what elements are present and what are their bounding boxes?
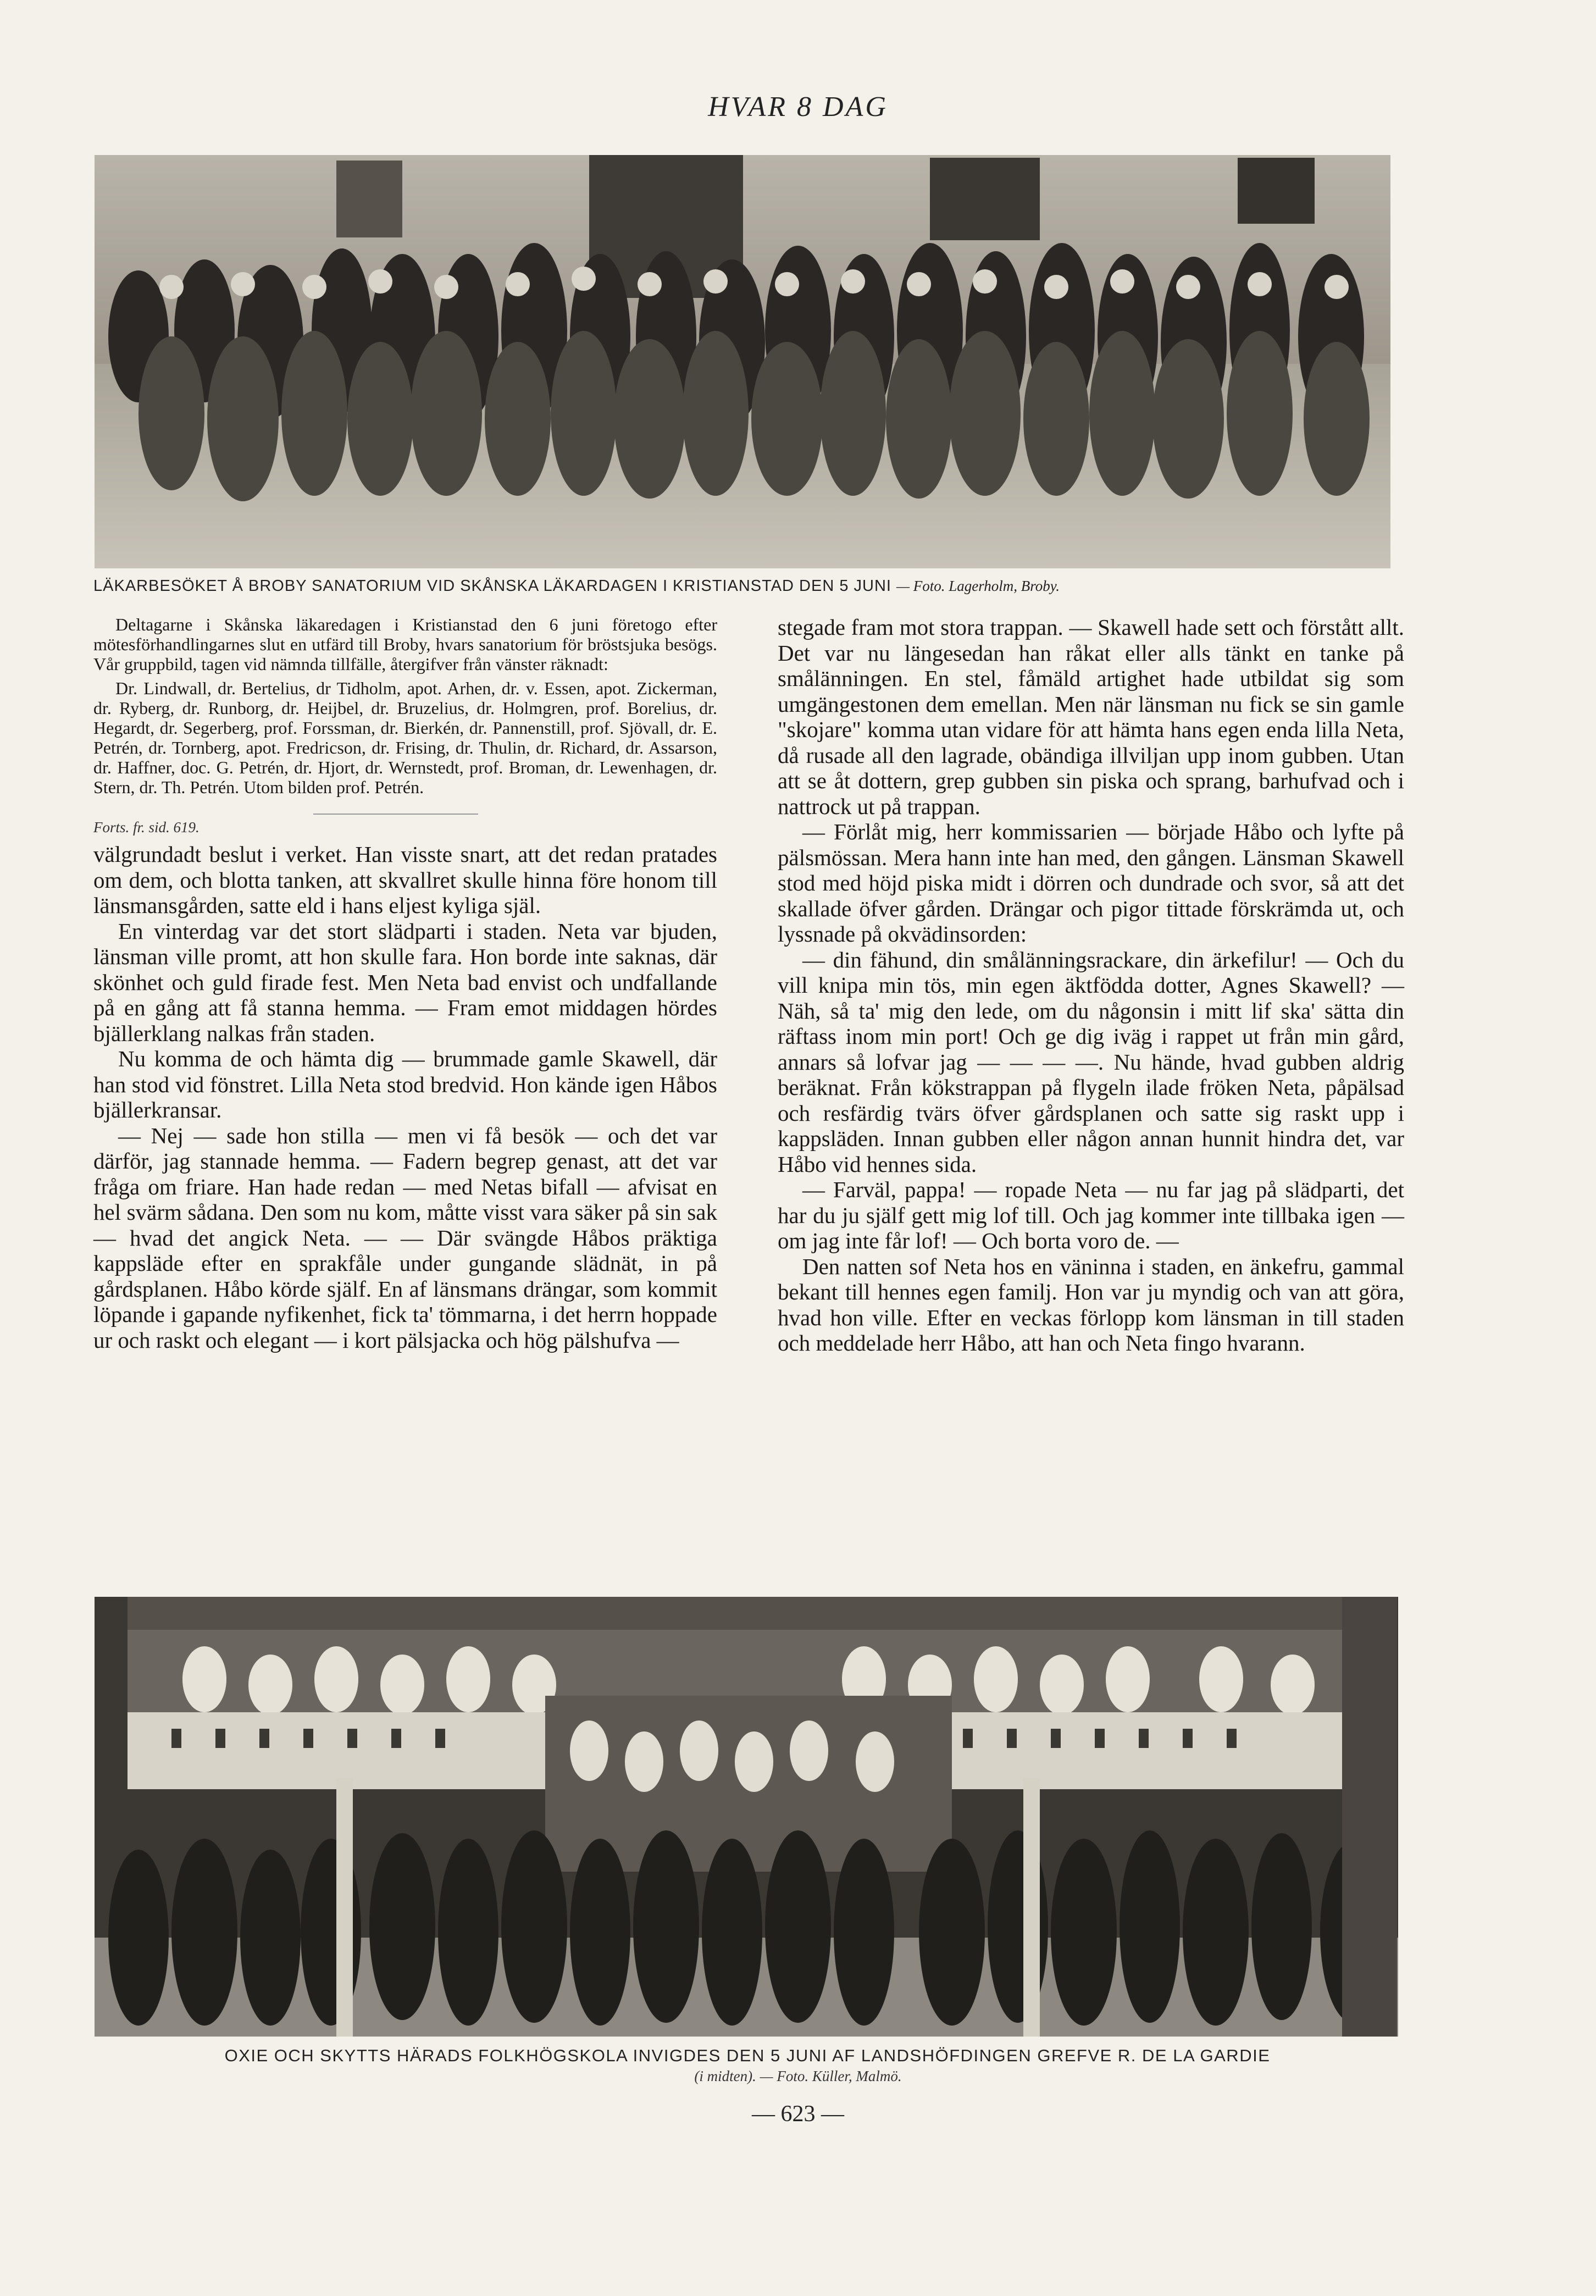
top-photo-image (95, 155, 1390, 568)
photo-description-intro: Deltagarne i Skånska läkaredagen i Kristianstad den 6 juni företogo efter mötesförhandlingarnes slut en utfärd till Broby, hvars sanatorium för bröstsjuka besögs. Vår gruppbild, tagen vid nämnda tillfälle, återgifver från vänster räknadt: (93, 615, 717, 674)
page-header: HVAR 8 DAG (708, 91, 888, 123)
bottom-group-photo (95, 1597, 1398, 2037)
photo-description-names: Dr. Lindwall, dr. Bertelius, dr Tidholm, apot. Arhen, dr. v. Essen, apot. Zickerman, dr. Ryberg, dr. Runborg, dr. Heijbel, dr. Bruzelius, dr. Holmgren, prof. Borelius, dr. Hegardt, dr. Segerberg, prof. Forssman, dr. Bierkén, dr. Pannenstill, prof. Sjövall, dr. E. Petrén, dr. Tornberg, apot. Fredricson, dr. Frising, dr. Thulin, dr. Richard, dr. Assarson, dr. Haffner, doc. G. Petrén, dr. Hjort, dr. Wernstedt, prof. Broman, dr. Lewenhagen, dr. Stern, dr. Th. Petrén. Utom bilden prof. Petrén. (93, 678, 717, 797)
left-body-text (93, 842, 717, 1353)
left-paragraph: En vinterdag var det stort slädparti i staden. Neta var bjuden, länsman ville promt, att hon skulle fara. Hon borde inte saknas, där skönhet och guld firade fest. Men Neta bad envist och undfallande på en gång att få stanna hemma. — Fram emot middagen hördes bjällerklang nalkas från staden. (93, 918, 717, 1046)
bottom-photo-credit: (i midten). — Foto. Küller, Malmö. (694, 2068, 902, 2084)
continued-rule (313, 814, 478, 815)
right-paragraph: — Förlåt mig, herr kommissarien — började Håbo och lyfte på pälsmössan. Mera hann inte han med, den gången. Länsman Skawell stod med höjd piska midt i dörren och dundrade och svor, så att det skallade öfver gården. Drängar och pigor tittade förskrämda ut, och lyssnade på okvädinsorden: (778, 819, 1404, 947)
top-group-photo (95, 155, 1390, 568)
right-paragraph: — Farväl, pappa! — ropade Neta — nu far jag på slädparti, det har du ju själf gett mig lof till. Och jag kommer inte tillbaka igen — om jag inte får lof! — Och borta voro de. — (778, 1177, 1404, 1253)
left-paragraph: — Nej — sade hon stilla — men vi få besök — och det var därför, jag stannade hemma. — Fadern begrep genast, att det var fråga om friare. Han hade redan — med Netas bifall — afvisat en hel svärm sådana. Den som nu kom, måtte visst vara säker på sin sak — hvad det angick Neta. — — Där svängde Håbos präktiga kappsläde efter en sprakfåle under gungande slädnät, in på gårdsplanen. Håbo körde själf. En af länsmans drängar, som kommit löpande i gapande nyfikenhet, fick ta' tömmarna, i det herrn hoppade ur och raskt och elegant — i kort pälsjacka och hög pälshufva — (93, 1122, 717, 1353)
top-photo-caption (93, 577, 1401, 595)
right-paragraph: — din fähund, din smålänningsrackare, din ärkefilur! — Och du vill knipa min tös, min egen äktfödda dotter, Agnes Skawell? — Näh, så ta' mig den lede, om du någonsin i mitt lif ska' sätta din räftass inom min port! Och ge dig iväg i rappet ut från min gård, annars så lofvar jag — — — —. Nu hände, hvad gubben aldrig beräknat. Från kökstrappan på flygeln ilade fröken Neta, påpälsad och resfärdig tvärs öfver gårdsplanen och satte sig raskt upp i kappsläden. Innan gubben eller någon annan hunnit hindra det, var Håbo vid hennes sida. (778, 947, 1404, 1177)
page-number: — 623 — (752, 2101, 844, 2127)
continued-note: Forts. fr. sid. 619. (93, 819, 199, 836)
bottom-photo-caption: OXIE OCH SKYTTS HÄRADS FOLKHÖGSKOLA INVIGDES DEN 5 JUNI AF LANDSHÖFDINGEN GREFVE R. DE LA GARDIE (224, 2046, 1271, 2065)
bottom-photo-image (95, 1597, 1398, 2037)
continued-note-block (93, 819, 717, 836)
top-photo-credit: — Foto. Lagerholm, Broby. (896, 578, 1060, 594)
right-column (778, 615, 1404, 1356)
photo-description (93, 615, 717, 797)
right-body-text (778, 615, 1404, 1356)
left-column (93, 615, 717, 1353)
right-paragraph: Den natten sof Neta hos en väninna i staden, en änkefru, gammal bekant till hennes egen familj. Hon var ju myndig och van att göra, hvad hon ville. Efter en veckas förlopp kom länsman in till staden och meddelade herr Håbo, att han och Neta fingo hvarann. (778, 1253, 1404, 1356)
top-photo-caption-text: LÄKARBESÖKET Å BROBY SANATORIUM VID SKÅNSKA LÄKARDAGEN I KRISTIANSTAD DEN 5 JUNI (93, 577, 891, 595)
right-paragraph: stegade fram mot stora trappan. — Skawell hade sett och förstått allt. Det var nu längesedan han råkat eller alls tänkt en tanke på smålänningen. En stel, fåmäld artighet hade utbildat sig som umgängestonen dem emellan. Men när länsman nu fick se sin gamle "skojare" komma utan vidare för att hämta hans egen enda lilla Neta, då rusade all den lagrade, obändiga illviljan upp inom gubben. Utan att se åt dottern, grep gubben sin piska och sprang, barhufvad och i nattrock ut på trappan. (778, 615, 1404, 819)
left-paragraph: Nu komma de och hämta dig — brummade gamle Skawell, där han stod vid fönstret. Lilla Neta stod bredvid. Hon kände igen Håbos bjällerkransar. (93, 1046, 717, 1122)
left-paragraph: välgrundadt beslut i verket. Han visste snart, att det redan pratades om dem, och blotta tanken, att skvallret skulle hinna före honom till länsmansgården, satte eld i hans eljest kyliga själ. (93, 842, 717, 918)
